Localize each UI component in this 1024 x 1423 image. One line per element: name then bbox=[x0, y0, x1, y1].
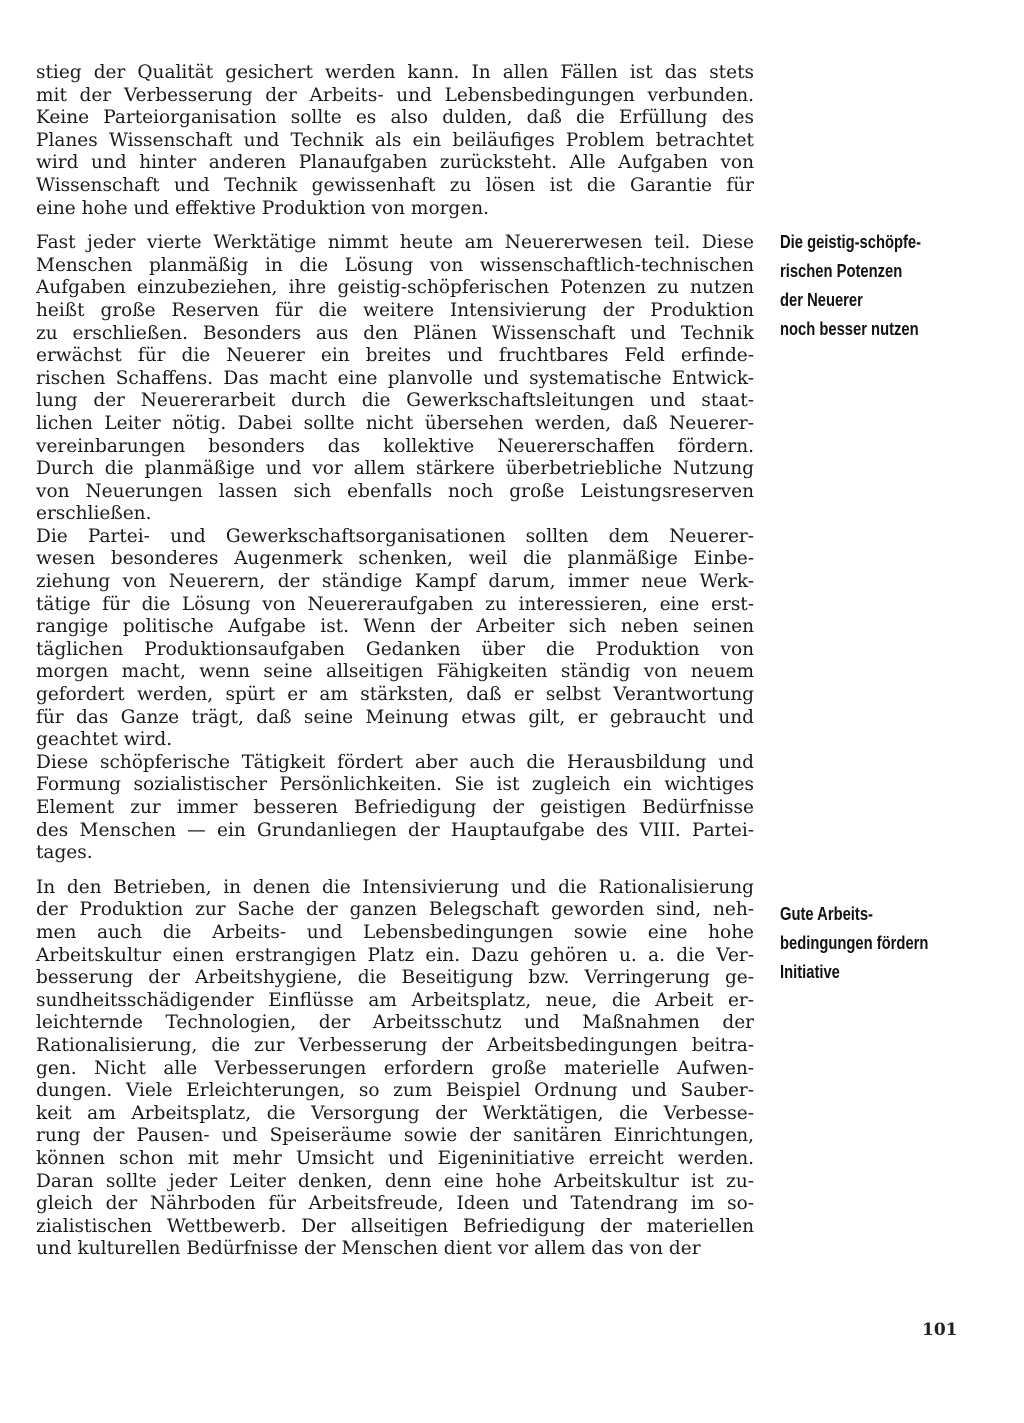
margin-note-line: noch besser nutzen bbox=[780, 319, 919, 339]
text-line: gen. Nicht alle Verbesserungen erfordern große materielle Aufwen- bbox=[36, 1057, 754, 1079]
paragraph bbox=[36, 526, 754, 752]
paragraph bbox=[36, 877, 754, 1261]
text-line: Fast jeder vierte Werktätige nimmt heute am Neuererwesen teil. Diese bbox=[36, 232, 754, 254]
margin-note-line: Gute Arbeits- bbox=[780, 904, 873, 924]
text-line: können schon mit mehr Umsicht und Eigeninitiative erreicht werden. bbox=[36, 1147, 754, 1169]
text-line: Die Partei- und Gewerkschaftsorganisationen sollten dem Neuerer- bbox=[36, 525, 754, 547]
text-line: Durch die planmäßige und vor allem stärkere überbetriebliche Nutzung bbox=[36, 458, 754, 480]
text-line: gefordert werden, spürt er am stärksten, daß er selbst Verantwortung bbox=[36, 684, 754, 706]
text-line: Arbeitskultur einen erstrangigen Platz ein. Dazu gehören u. a. die Ver- bbox=[36, 944, 754, 966]
text-line: keit am Arbeitsplatz, die Versorgung der Werktätigen, die Verbesse- bbox=[36, 1102, 754, 1124]
text-line: und kulturellen Bedürfnisse der Menschen dient vor allem das von der bbox=[36, 1238, 701, 1260]
margin-note-arbeitsbedingungen bbox=[780, 900, 944, 987]
text-line: geachtet wird. bbox=[36, 729, 173, 751]
margin-note-line: bedingungen fördern bbox=[780, 933, 929, 953]
text-line: men auch die Arbeits- und Lebensbedingungen sowie eine hohe bbox=[36, 921, 754, 943]
text-line: mit der Verbesserung der Arbeits- und Lebensbedingungen verbunden. bbox=[36, 84, 754, 106]
paragraph bbox=[36, 752, 754, 865]
margin-note-line: Initiative bbox=[780, 962, 840, 982]
text-line: für das Ganze trägt, daß seine Meinung etwas gilt, er gebraucht und bbox=[36, 706, 754, 728]
text-line: des Menschen — ein Grundanliegen der Hauptaufgabe des VIII. Partei- bbox=[36, 819, 754, 841]
text-line: tages. bbox=[36, 842, 93, 864]
text-line: Aufgaben einzubeziehen, ihre geistig-schöpferischen Potenzen zu nutzen bbox=[36, 277, 754, 299]
text-line: erwächst für die Neuerer ein breites und fruchtbares Feld erfinde- bbox=[36, 345, 754, 367]
text-line: Wissenschaft und Technik gewissenhaft zu lösen ist die Garantie für bbox=[36, 174, 754, 196]
text-line: lung der Neuererarbeit durch die Gewerkschaftsleitungen und staat- bbox=[36, 390, 754, 412]
text-line: Formung sozialistischer Persönlichkeiten. Sie ist zugleich ein wichtiges bbox=[36, 774, 754, 796]
text-line: zialistischen Wettbewerb. Der allseitigen Befriedigung der materiellen bbox=[36, 1215, 754, 1237]
margin-note-line: rischen Potenzen bbox=[780, 261, 903, 281]
text-line: Keine Parteiorganisation sollte es also dulden, daß die Erfüllung des bbox=[36, 107, 754, 129]
paragraph bbox=[36, 62, 754, 220]
text-line: lichen Leiter nötig. Dabei sollte nicht übersehen werden, daß Neuerer- bbox=[36, 412, 754, 434]
text-line: besserung der Arbeitshygiene, die Beseitigung bzw. Verringerung ge- bbox=[36, 967, 754, 989]
text-line: wird und hinter anderen Planaufgaben zurücksteht. Alle Aufgaben von bbox=[36, 152, 754, 174]
text-line: täglichen Produktionsaufgaben Gedanken über die Produktion von bbox=[36, 638, 754, 660]
text-line: ziehung von Neuerern, der ständige Kampf darum, immer neue Werk- bbox=[36, 571, 754, 593]
text-line: rung der Pausen- und Speiseräume sowie der sanitären Einrichtungen, bbox=[36, 1125, 754, 1147]
paragraph bbox=[36, 232, 754, 526]
text-line: Rationalisierung, die zur Verbesserung der Arbeitsbedingungen beitra- bbox=[36, 1034, 754, 1056]
text-line: In den Betrieben, in denen die Intensivierung und die Rationalisierung bbox=[36, 876, 754, 898]
text-line: zu erschließen. Besonders aus den Plänen Wissenschaft und Technik bbox=[36, 322, 754, 344]
text-line: Element zur immer besseren Befriedigung der geistigen Bedürfnisse bbox=[36, 797, 754, 818]
text-line: vereinbarungen besonders das kollektive Neuererschaffen fördern. bbox=[36, 435, 754, 457]
text-line: gleich der Nährboden für Arbeitsfreude, Ideen und Tatendrang im so- bbox=[36, 1193, 754, 1215]
text-line: tätige für die Lösung von Neuereraufgaben zu interessieren, eine erst- bbox=[36, 593, 754, 615]
main-text-column bbox=[36, 62, 754, 1261]
text-line: morgen macht, wenn seine allseitigen Fähigkeiten ständig von neuem bbox=[36, 661, 754, 683]
text-line: der Produktion zur Sache der ganzen Belegschaft geworden sind, neh- bbox=[36, 899, 754, 921]
text-line: dungen. Viele Erleichterungen, so zum Beispiel Ordnung und Sauber- bbox=[36, 1080, 754, 1102]
text-line: eine hohe und effektive Produktion von morgen. bbox=[36, 197, 490, 219]
page-number: 101 bbox=[922, 1320, 958, 1340]
text-line: heißt große Reserven für die weitere Intensivierung der Produktion bbox=[36, 299, 754, 321]
text-line: sundheitsschädigender Einflüsse am Arbeitsplatz, neue, die Arbeit er- bbox=[36, 989, 754, 1011]
text-line: rangige politische Aufgabe ist. Wenn der Arbeiter sich neben seinen bbox=[36, 616, 754, 638]
text-line: Planes Wissenschaft und Technik als ein beiläufiges Problem betrachtet bbox=[36, 129, 754, 151]
margin-note-line: Die geistig-schöpfe- bbox=[780, 232, 922, 252]
text-line: von Neuerungen lassen sich ebenfalls noch große Leistungsreserven bbox=[36, 480, 754, 502]
text-line: leichternde Technologien, der Arbeitsschutz und Maßnahmen der bbox=[36, 1012, 754, 1034]
text-line: erschließen. bbox=[36, 503, 152, 525]
text-line: rischen Schaffens. Das macht eine planvolle und systematische Entwick- bbox=[36, 367, 754, 389]
margin-note-neuerer bbox=[780, 228, 944, 344]
text-line: stieg der Qualität gesichert werden kann. In allen Fällen ist das stets bbox=[36, 62, 754, 83]
margin-note-line: der Neuerer bbox=[780, 290, 863, 310]
text-line: Daran sollte jeder Leiter denken, denn eine hohe Arbeitskultur ist zu- bbox=[36, 1170, 754, 1192]
text-line: wesen besonderes Augenmerk schenken, weil die planmäßige Einbe- bbox=[36, 548, 754, 570]
text-line: Diese schöpferische Tätigkeit fördert aber auch die Herausbildung und bbox=[36, 751, 754, 773]
text-line: Menschen planmäßig in die Lösung von wissenschaftlich-technischen bbox=[36, 254, 754, 276]
